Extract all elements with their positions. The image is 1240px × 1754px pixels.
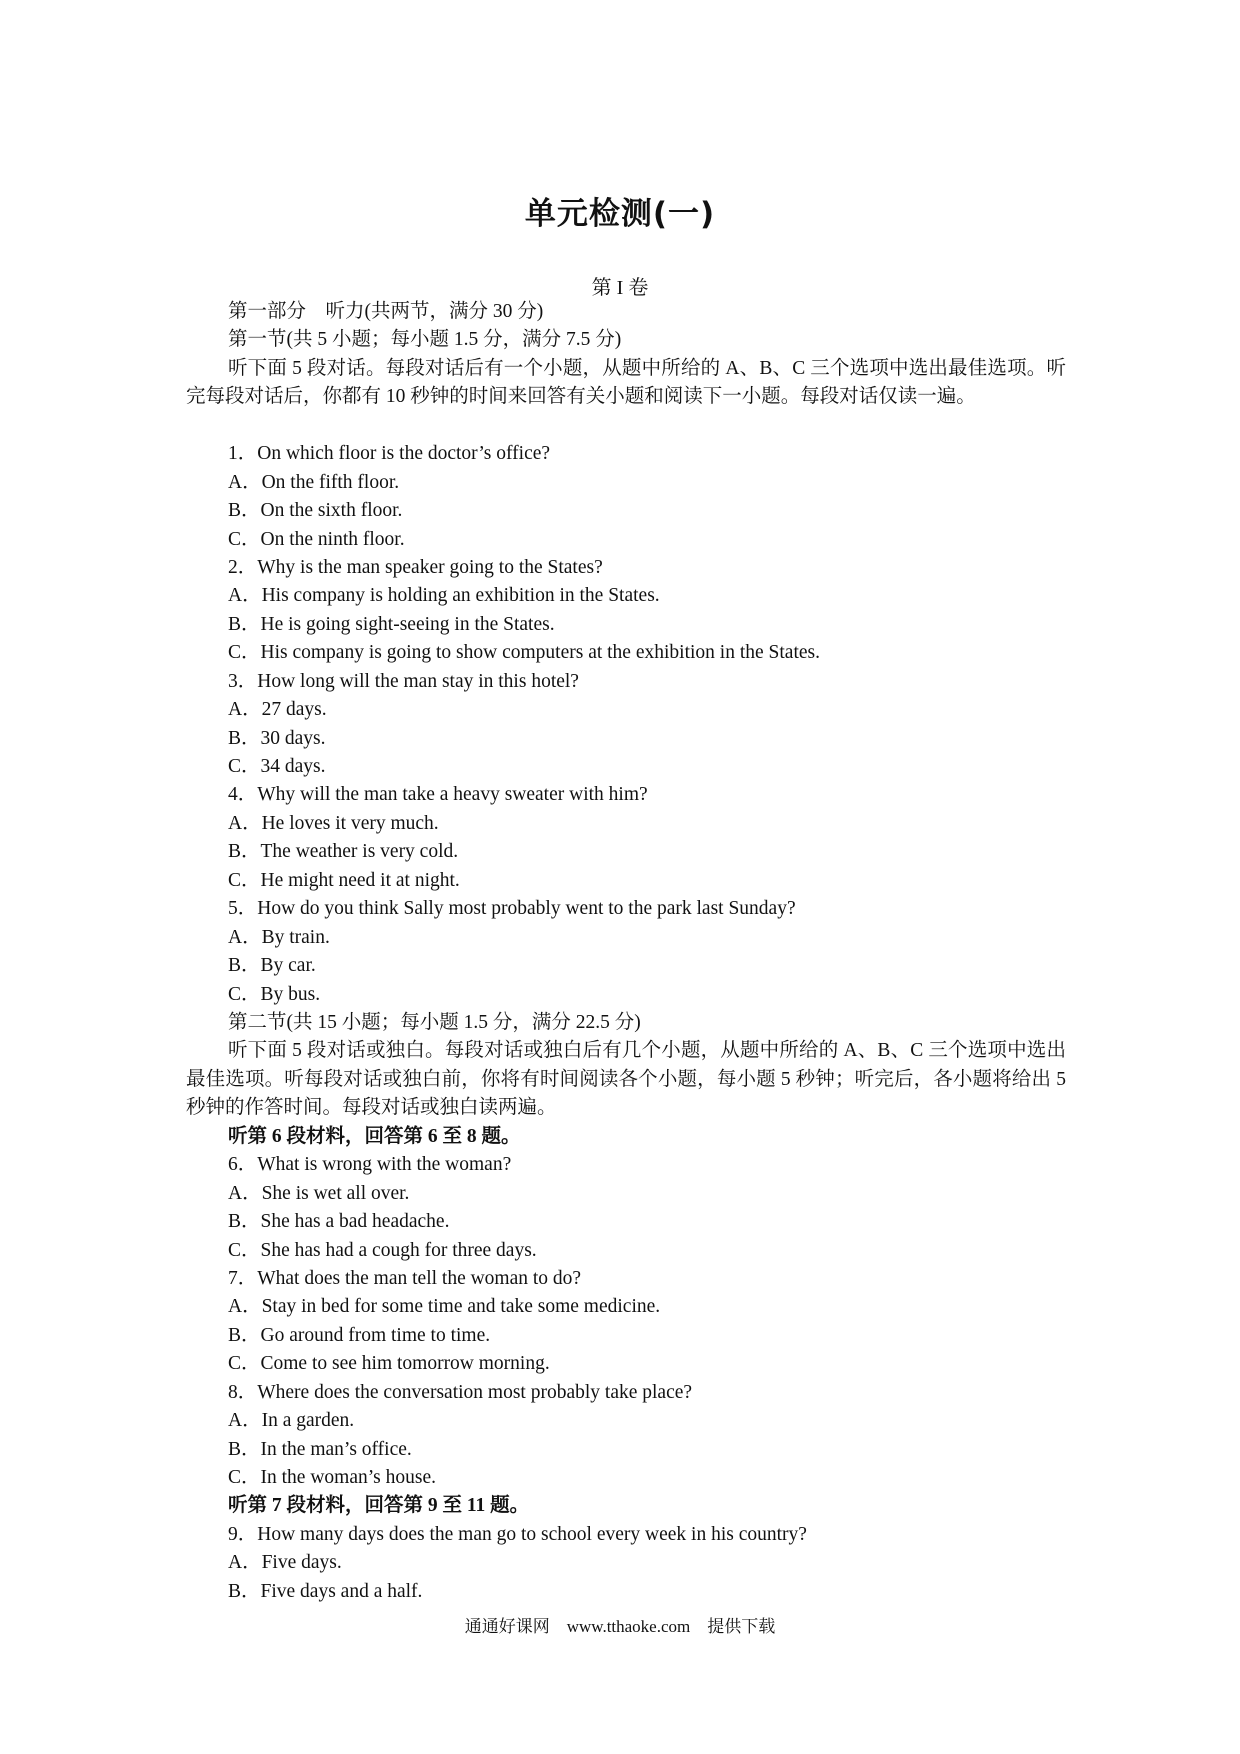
option-b: B．Go around from time to time. <box>228 1324 491 1346</box>
material-6-heading: 听第 6 段材料，回答第 6 至 8 题。 <box>228 1125 521 1147</box>
question-text: 2．Why is the man speaker going to the States? <box>228 556 603 578</box>
option-b: B．Five days and a half. <box>228 1580 423 1602</box>
option-c: C．Come to see him tomorrow morning. <box>228 1353 550 1375</box>
volume-label: 第 I 卷 <box>591 277 649 299</box>
option-b: B．On the sixth floor. <box>228 500 403 522</box>
question-3 <box>186 668 1066 782</box>
option-a: A．In a garden. <box>228 1410 355 1432</box>
question-8 <box>186 1379 1066 1493</box>
option-a: A．Stay in bed for some time and take some medicine. <box>228 1296 661 1318</box>
question-4 <box>186 781 1066 895</box>
option-a: A．Five days. <box>228 1552 342 1574</box>
option-b: B．She has a bad headache. <box>228 1211 450 1233</box>
page-title: 单元检测(一) <box>524 196 716 232</box>
question-7 <box>186 1265 1066 1379</box>
page-footer: 通通好课网 www.tthaoke.com 提供下载 <box>464 1617 776 1636</box>
question-text: 1．On which floor is the doctor’s office? <box>228 443 551 465</box>
section1-instructions: 听下面 5 段对话。每段对话后有一个小题，从题中所给的 A、B、C 三个选项中选出最佳选项。听完每段对话后，你都有 10 秒钟的时间来回答有关小题和阅读下一小题。每段对话仅读一遍。 <box>186 357 1066 408</box>
exam-content <box>186 298 1066 1606</box>
option-a: A．On the fifth floor. <box>228 471 400 493</box>
option-a: A．By train. <box>228 926 330 948</box>
option-b: B．The weather is very cold. <box>228 841 459 863</box>
question-9 <box>186 1521 1066 1606</box>
part1-heading: 第一部分 听力(共两节，满分 30 分) <box>228 301 544 322</box>
question-2 <box>186 554 1066 668</box>
question-text: 9．How many days does the man go to school every week in his country? <box>228 1523 807 1545</box>
option-a: A．She is wet all over. <box>228 1182 410 1204</box>
option-c: C．34 days. <box>228 756 326 778</box>
option-a: A．27 days. <box>228 699 327 721</box>
question-text: 4．Why will the man take a heavy sweater with him? <box>228 784 648 806</box>
question-5 <box>186 895 1066 1009</box>
material-7-heading: 听第 7 段材料，回答第 9 至 11 题。 <box>228 1495 530 1517</box>
option-c: C．By bus. <box>228 983 321 1005</box>
option-c: C．His company is going to show computers at the exhibition in the States. <box>228 642 820 664</box>
option-c: C．She has had a cough for three days. <box>228 1239 537 1261</box>
option-a: A．He loves it very much. <box>228 812 439 834</box>
option-c: C．On the ninth floor. <box>228 528 405 550</box>
option-b: B．30 days. <box>228 727 326 749</box>
question-text: 3．How long will the man stay in this hotel? <box>228 670 579 692</box>
question-text: 7．What does the man tell the woman to do? <box>228 1267 582 1289</box>
question-1 <box>186 440 1066 554</box>
question-text: 6．What is wrong with the woman? <box>228 1154 512 1176</box>
option-b: B．In the man’s office. <box>228 1438 412 1460</box>
option-a: A．His company is holding an exhibition in the States. <box>228 585 660 607</box>
question-text: 5．How do you think Sally most probably went to the park last Sunday? <box>228 898 796 920</box>
question-6 <box>186 1151 1066 1265</box>
section2-heading: 第二节(共 15 小题；每小题 1.5 分，满分 22.5 分) <box>228 1011 641 1033</box>
option-b: B．By car. <box>228 955 316 977</box>
question-text: 8．Where does the conversation most probably take place? <box>228 1381 693 1403</box>
option-b: B．He is going sight-seeing in the States. <box>228 613 555 635</box>
section2-instructions: 听下面 5 段对话或独白。每段对话或独白后有几个小题，从题中所给的 A、B、C 三个选项中选出最佳选项。听每段对话或独白前，你将有时间阅读各个小题，每小题 5 秒钟；听完后，各小题将给出 5 秒钟的作答时间。每段对话或独白读两遍。 <box>186 1040 1066 1119</box>
option-c: C．In the woman’s house. <box>228 1467 436 1488</box>
section1-heading: 第一节(共 5 小题；每小题 1.5 分，满分 7.5 分) <box>228 329 622 351</box>
option-c: C．He might need it at night. <box>228 869 460 891</box>
